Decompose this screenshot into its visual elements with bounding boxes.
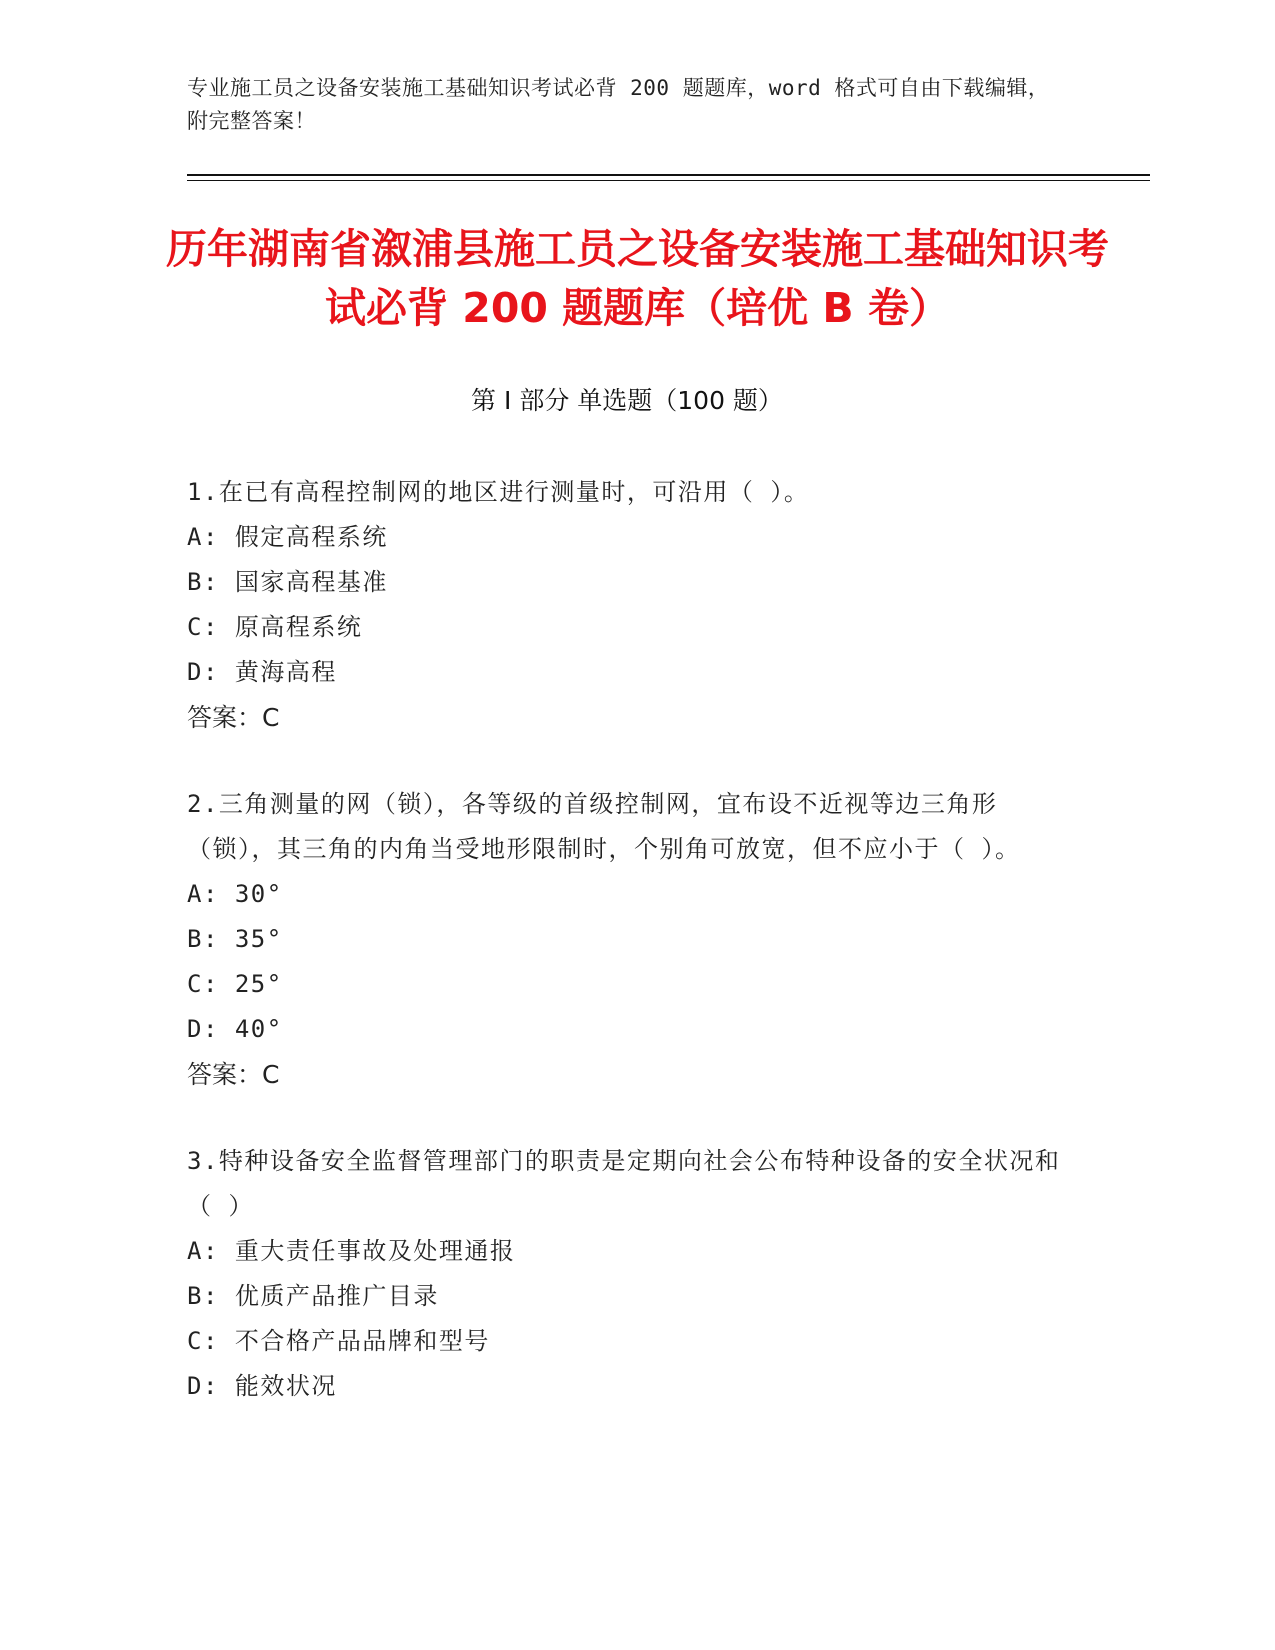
option-a: A: 重大责任事故及处理通报 (187, 1237, 516, 1265)
option-c: C: 不合格产品品牌和型号 (187, 1327, 490, 1355)
question-1 (187, 470, 1067, 740)
option-b: B: 优质产品推广目录 (187, 1282, 439, 1310)
question-2 (187, 782, 1067, 1097)
section-title: 第 I 部分 单选题（100 题） (471, 386, 783, 415)
option-a: A: 假定高程系统 (187, 523, 388, 551)
answer: 答案：C (187, 703, 280, 732)
document-title: 历年湖南省溆浦县施工员之设备安装施工基础知识考试必背 200 题题库（培优 B 卷） (166, 225, 1109, 332)
question-list (187, 470, 1067, 1451)
option-d: D: 40° (187, 1015, 283, 1043)
header-rule-thin (187, 180, 1150, 181)
option-a: A: 30° (187, 880, 283, 908)
option-b: B: 35° (187, 925, 283, 953)
question-3 (187, 1139, 1067, 1409)
option-c: C: 25° (187, 970, 283, 998)
option-c: C: 原高程系统 (187, 613, 363, 641)
question-stem: 1.在已有高程控制网的地区进行测量时，可沿用（ ）。 (187, 478, 810, 506)
option-d: D: 黄海高程 (187, 658, 337, 686)
answer: 答案：C (187, 1060, 280, 1089)
header-rule-thick (187, 174, 1150, 176)
question-stem: 2.三角测量的网（锁），各等级的首级控制网，宜布设不近视等边三角形（锁），其三角的内角当受地形限制时，个别角可放宽，但不应小于（ ）。 (187, 790, 1021, 863)
option-d: D: 能效状况 (187, 1372, 337, 1400)
option-b: B: 国家高程基准 (187, 568, 388, 596)
question-stem: 3.特种设备安全监督管理部门的职责是定期向社会公布特种设备的安全状况和（ ） (187, 1147, 1061, 1220)
header-note: 专业施工员之设备安装施工基础知识考试必背 200 题题库，word 格式可自由下载编辑，附完整答案！ (187, 76, 1050, 133)
